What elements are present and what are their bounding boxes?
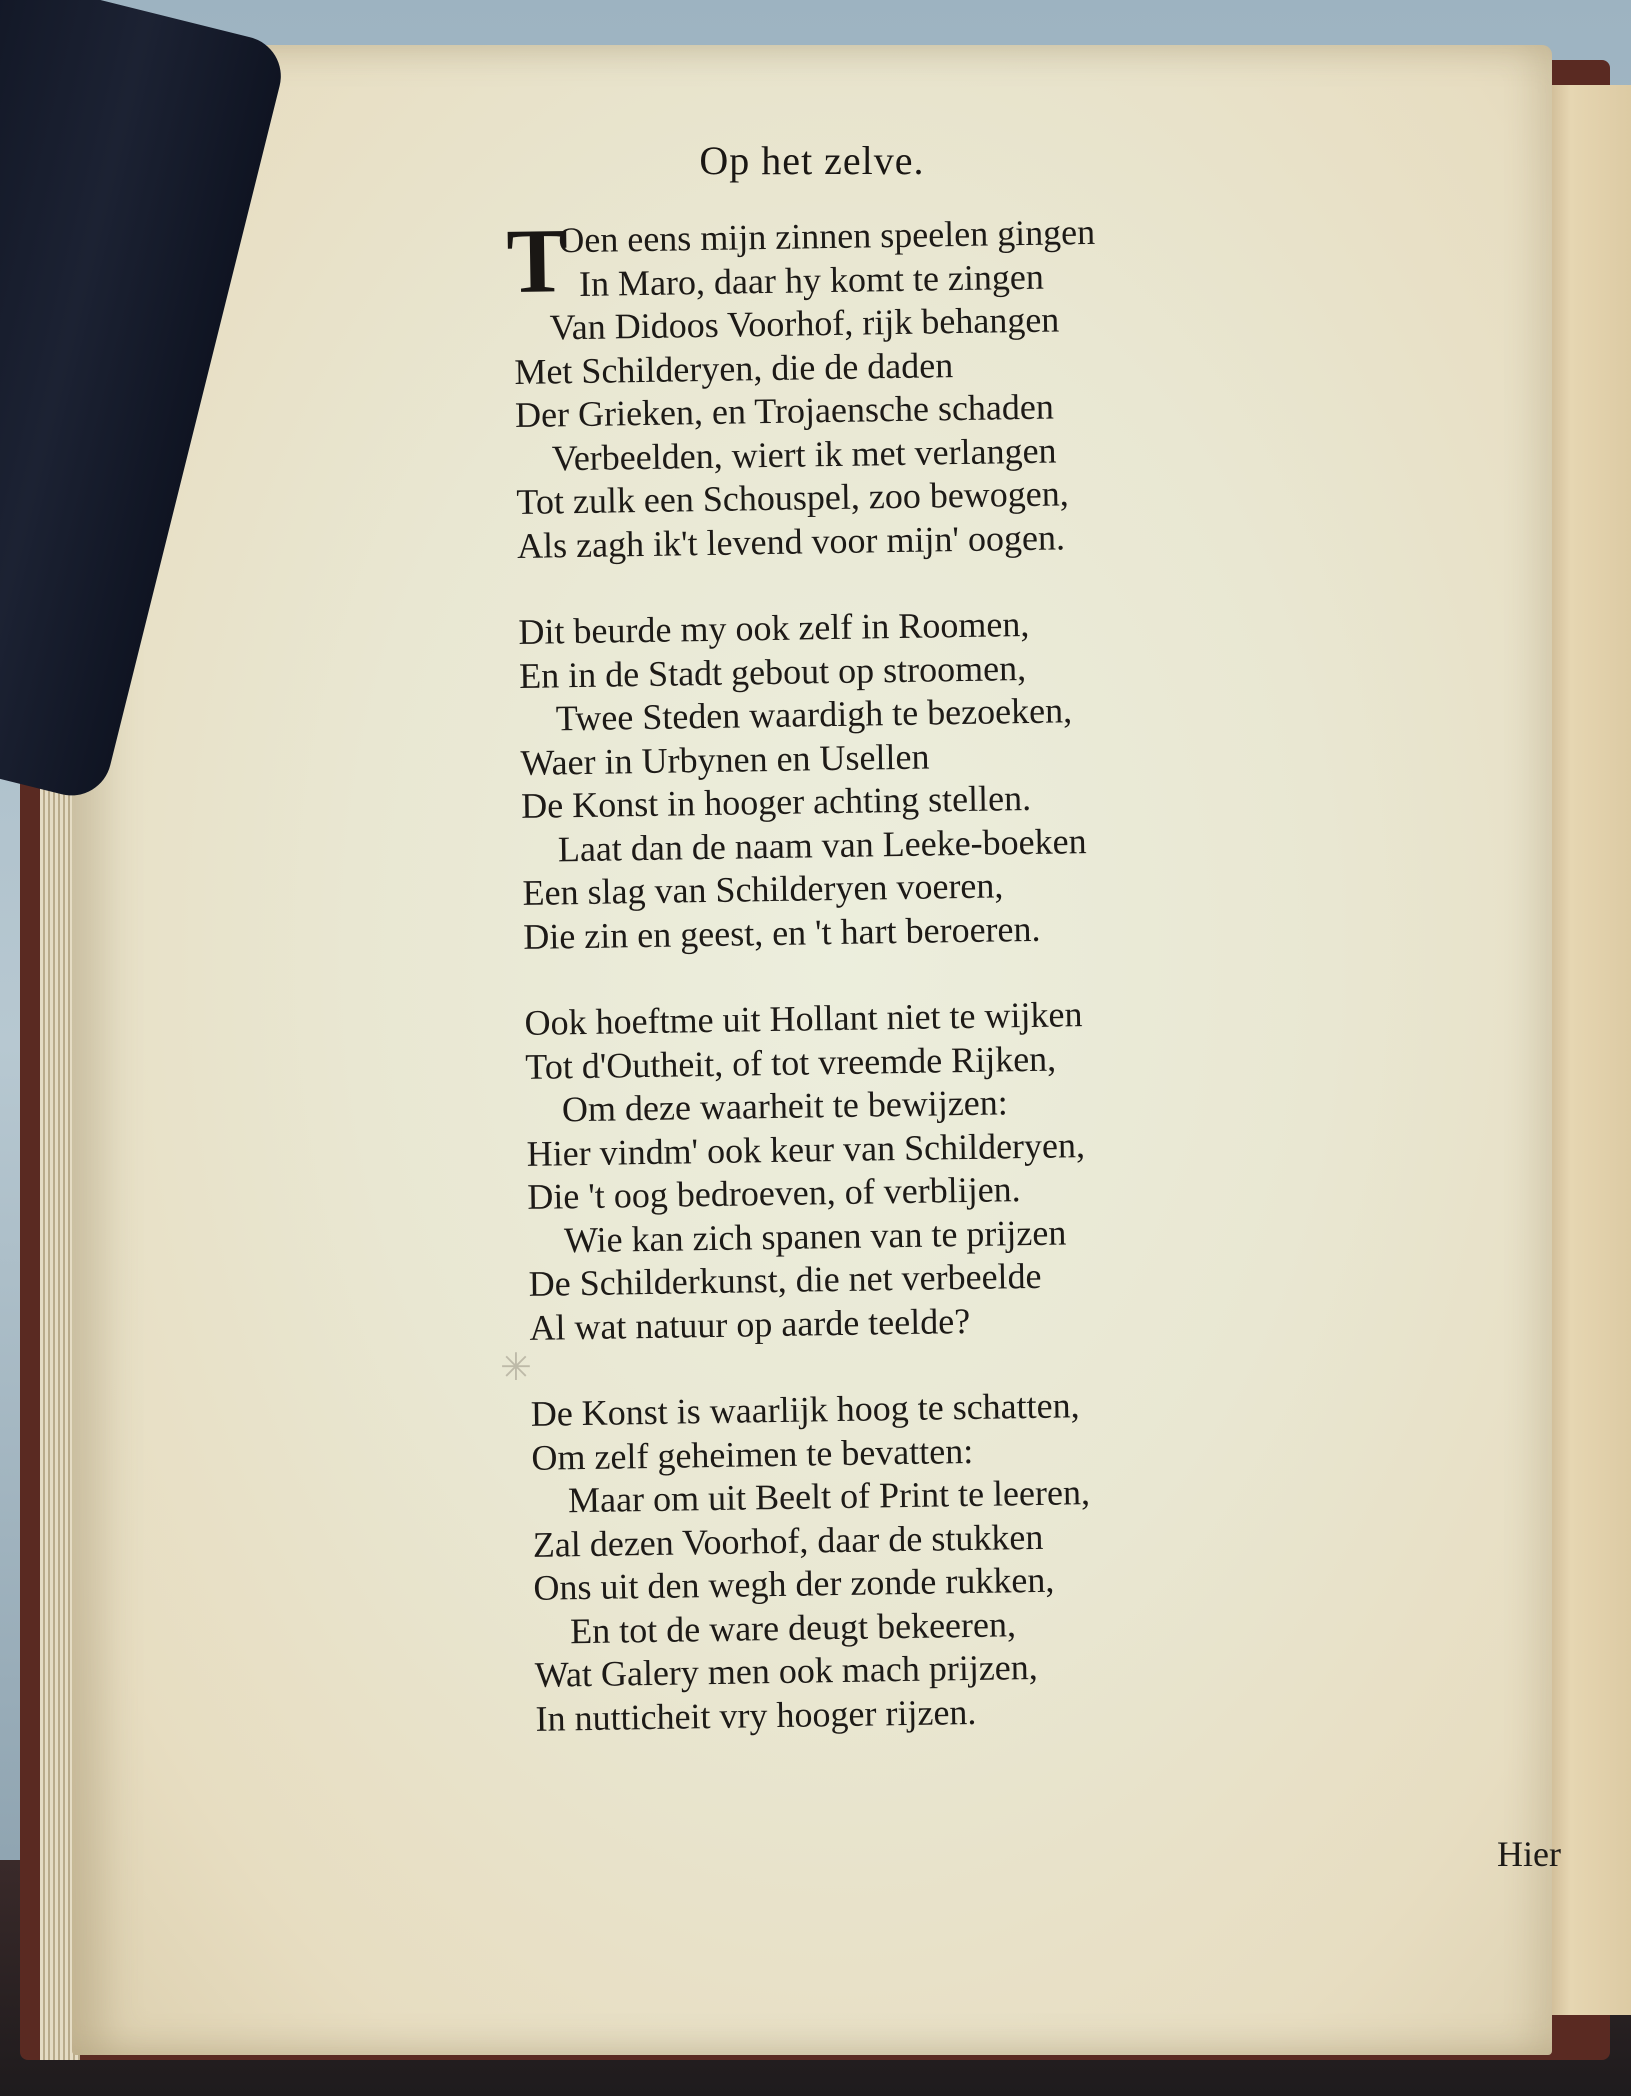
poem-stanzas [512,206,1436,1741]
poem-line: De Schilderkunst, die net verbeelde [528,1255,1042,1304]
stanza [512,206,1417,568]
poem-line: Met Schilderyen, die de daden [514,344,954,392]
poem-line: Wat Galery men ook mach prijzen, [534,1646,1039,1695]
catchword: Hier [1497,1834,1561,1874]
poem-line: Om zelf geheimen te bevatten: [531,1430,974,1478]
poem-line: Hier vindm' ook keur van Schilderyen, [526,1124,1086,1174]
poem-line: Oen eens mijn zinnen speelen gingen [558,211,1096,261]
poem-line: Een slag van Schilderyen voeren, [522,865,1004,913]
poem-line: Twee Steden waardigh te bezoeken, [555,690,1073,739]
poem-line: Dit beurde my ook zelf in Roomen, [518,603,1030,652]
poem-line: Zal dezen Voorhof, daar de stukken [532,1516,1044,1565]
poem-line: Al wat natuur op aarde teelde? [529,1300,971,1348]
poem-line: Maar om uit Beelt of Print te leeren, [567,1472,1091,1521]
poem-line: Wie kan zich spanen van te prijzen [563,1211,1067,1260]
stanza [524,988,1429,1350]
poem-line: Ons uit den wegh der zonde rukken, [533,1559,1055,1608]
drop-cap: T [505,209,569,313]
poem-line: De Konst is waarlijk hoog te schatten, [530,1385,1080,1434]
poem-line: Als zagh ik't levend voor mijn' oogen. [516,516,1066,566]
poem-line: Verbeelden, wiert ik met verlangen [551,429,1057,478]
poem-line: En in de Stadt gebout op stroomen, [518,647,1027,696]
poem-line: Ook hoeftme uit Hollant niet te wijken [524,994,1083,1043]
poem-line: Laat dan de naam van Leeke-boeken [557,820,1087,869]
poem-line: Die zin en geest, en 't hart beroeren. [522,908,1041,957]
poem-line: Van Didoos Voorhof, rijk behangen [549,299,1060,348]
poem-line: Tot zulk een Schouspel, zoo bewogen, [516,473,1070,522]
poem-line: En tot de ware deugt bekeeren, [569,1603,1017,1651]
facing-page-edge [1540,85,1631,2015]
poem-line: In nutticheit vry hooger rijzen. [535,1691,977,1739]
poem-line: Der Grieken, en Trojaensche schaden [514,386,1055,435]
poem [505,206,1436,1784]
poem-line: Om deze waarheit te bewijzen: [561,1082,1009,1130]
poem-line: Waer in Urbynen en Usellen [520,736,930,783]
poem-line: Tot d'Outheit, of tot vreemde Rijken, [524,1038,1057,1087]
poem-line: De Konst in hooger achting stellen. [520,777,1032,826]
book-page [72,45,1561,2055]
poem-line: Die 't oog bedroeven, of verblijen. [527,1169,1021,1217]
stanza [518,597,1423,959]
page-title: Op het zelve. [699,138,925,183]
stanza [530,1379,1435,1741]
show-through-text: ✳ [492,1347,532,1389]
poem-line: In Maro, daar hy komt te zingen [578,256,1045,304]
